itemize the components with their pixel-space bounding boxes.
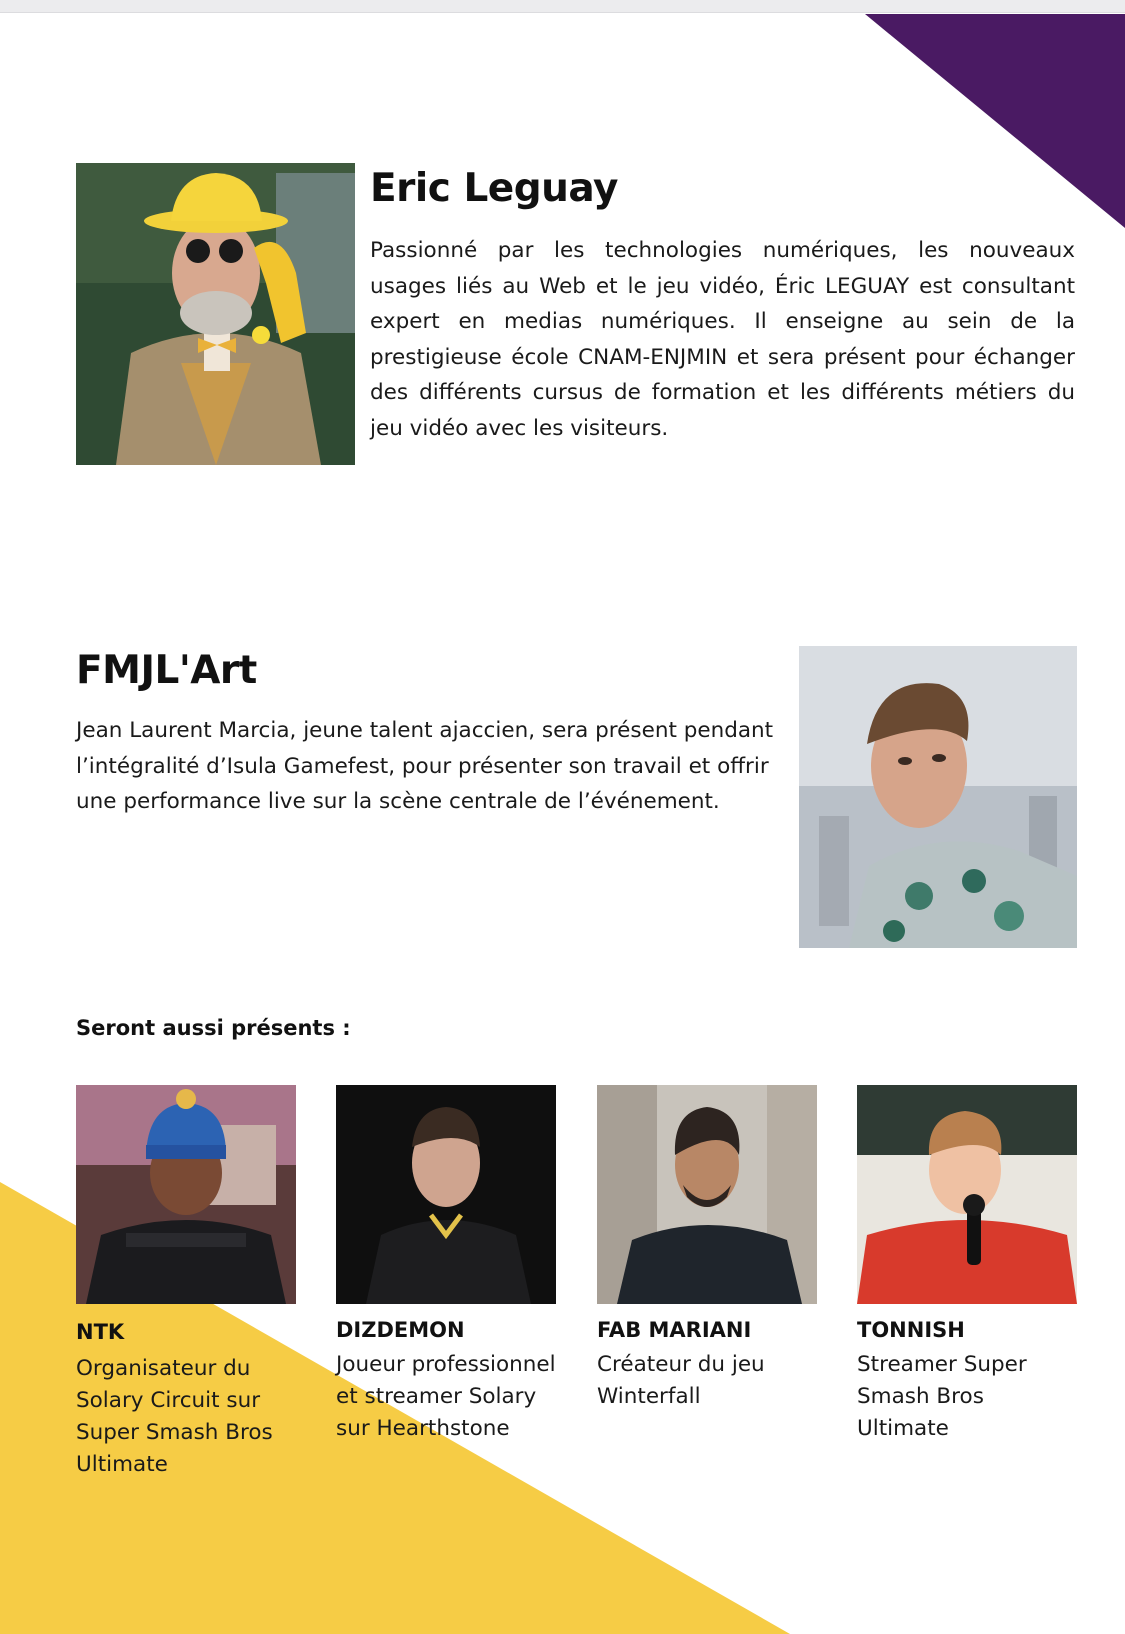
photo-tonnish [857,1085,1077,1304]
guest-desc-dizdemon: Joueur professionnel et streamer Solary sur Hearthstone [336,1352,556,1441]
guest-name-fab-mariani: FAB MARIANI [597,1318,752,1342]
speaker-name-fmjl-art: FMJL'Art [76,648,257,693]
guest-name-tonnish: TONNISH [857,1318,965,1342]
photo-ntk [76,1085,296,1304]
photo-fmjl-art [799,646,1077,948]
speaker-bio-eric-leguay: Passionné par les technologies numériques, les nouveaux usages liés au Web et le jeu vidéo, Éric LEGUAY est consultant expert en medias numériques. Il enseigne au sein de la prestigieuse école CNAM-ENJMIN et sera présent pour échanger des différents cursus de formation et les différents métiers du jeu vidéo avec les visiteurs. [370,238,1075,441]
photo-fab-mariani [597,1085,817,1304]
guest-desc-tonnish: Streamer Super Smash Bros Ultimate [857,1352,1027,1441]
guest-desc-ntk: Organisateur du Solary Circuit sur Super Smash Bros Ultimate [76,1356,273,1477]
guest-name-dizdemon: DIZDEMON [336,1318,465,1342]
guest-name-ntk: NTK [76,1320,125,1344]
photo-eric-leguay [76,163,355,465]
speaker-name-eric-leguay: Eric Leguay [370,166,618,211]
guest-desc-fab-mariani: Créateur du jeu Winterfall [597,1352,765,1409]
photo-dizdemon [336,1085,556,1304]
also-present-heading: Seront aussi présents : [76,1016,351,1040]
speaker-bio-fmjl-art: Jean Laurent Marcia, jeune talent ajaccien, sera présent pendant l’intégralité d’Isula Gamefest, pour présenter son travail et offrir une performance live sur la scène centrale de l’événement. [76,718,774,814]
